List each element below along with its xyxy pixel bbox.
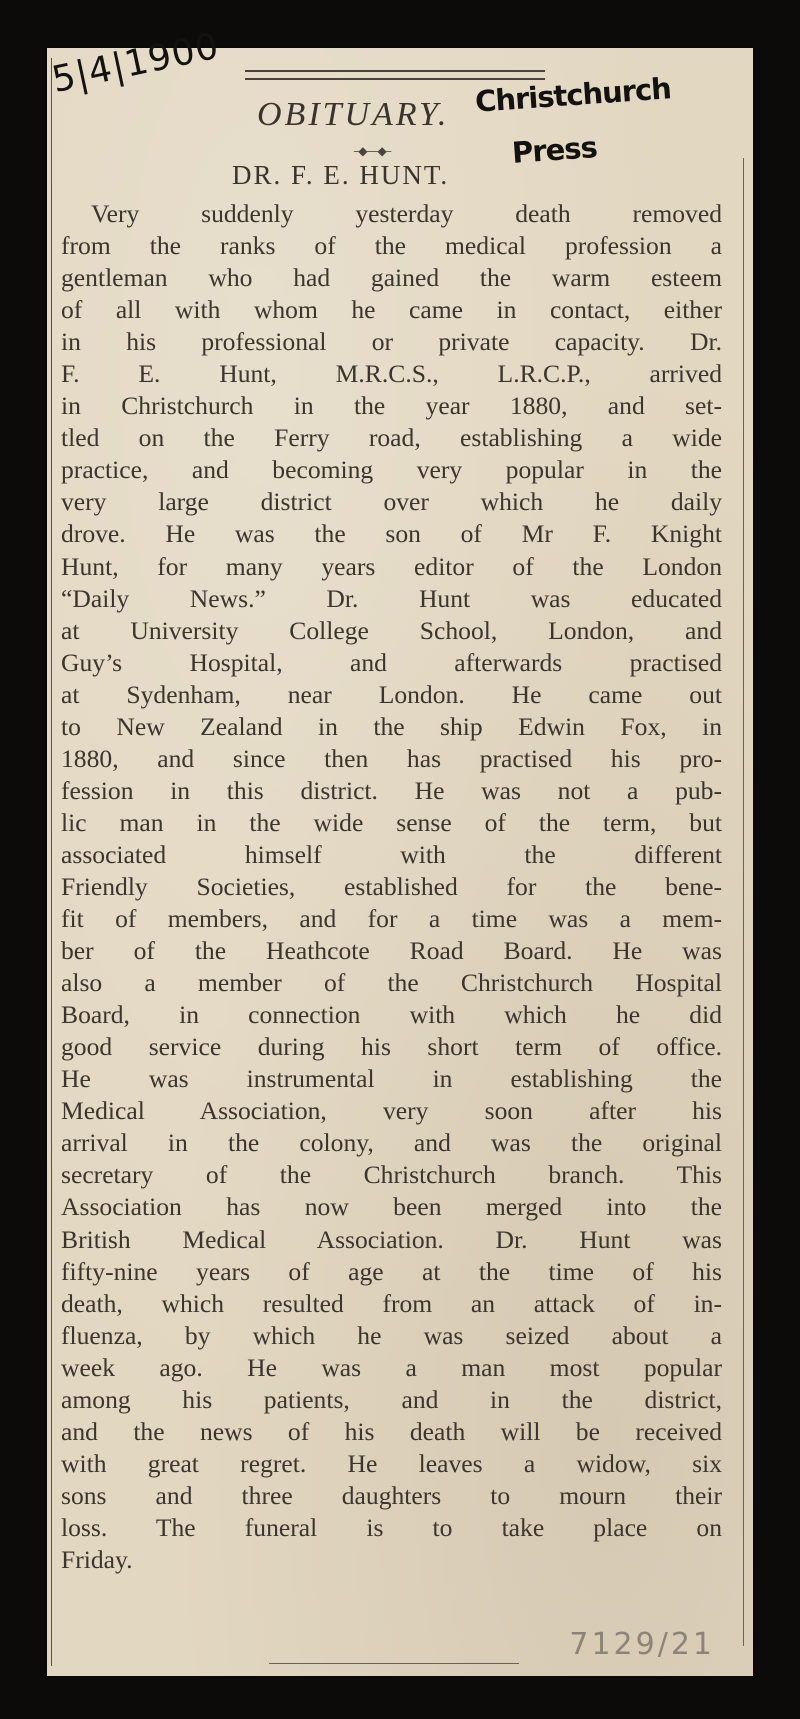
body-line: fifty-nine years of age at the time of his	[61, 1256, 722, 1286]
body-line: in Christchurch in the year 1880, and set-	[61, 391, 722, 421]
ornament-divider-icon: –◆—◆–	[353, 144, 391, 158]
body-line: lic man in the wide sense of the term, but	[61, 807, 722, 837]
body-line: at University College School, London, and	[61, 615, 722, 645]
body-line: fession in this district. He was not a pub-	[61, 775, 722, 805]
body-line: fit of members, and for a time was a mem-	[61, 904, 722, 934]
right-column-rule	[743, 158, 744, 1646]
body-line: F. E. Hunt, M.R.C.S., L.R.C.P., arrived	[61, 359, 722, 389]
newspaper-clipping	[47, 25, 753, 1676]
body-line: at Sydenham, near London. He came out	[61, 679, 722, 709]
body-line: Medical Association, very soon after his	[61, 1096, 722, 1126]
handwritten-newspaper-name: Christchurch	[474, 71, 672, 119]
handwritten-date: 5|4|1900	[48, 25, 223, 101]
obituary-subject-name: DR. F. E. HUNT.	[232, 160, 450, 190]
body-line: good service during his short term of office.	[61, 1032, 722, 1062]
body-line: British Medical Association. Dr. Hunt was	[61, 1224, 722, 1254]
body-line: Very suddenly yesterday death removed	[91, 199, 722, 228]
body-line: sons and three daughters to mourn their	[61, 1480, 722, 1510]
body-line: ber of the Heathcote Road Board. He was	[61, 936, 722, 966]
obituary-headline: OBITUARY.	[257, 96, 450, 133]
body-line: drove. He was the son of Mr F. Knight	[61, 519, 722, 549]
body-line: associated himself with the different	[61, 839, 722, 869]
header-double-rule	[245, 70, 545, 80]
handwritten-newspaper-name-line2: Press	[510, 130, 598, 170]
body-line: Board, in connection with which he did	[61, 1000, 722, 1030]
body-line: week ago. He was a man most popular	[61, 1352, 722, 1382]
handwritten-reference-number: 7129/21	[569, 1627, 715, 1662]
body-line: with great regret. He leaves a widow, six	[61, 1448, 722, 1478]
body-line: loss. The funeral is to take place on	[61, 1512, 722, 1542]
body-line: Friday.	[61, 1544, 133, 1574]
body-line: among his patients, and in the district,	[61, 1384, 722, 1414]
body-line: arrival in the colony, and was the original	[61, 1128, 722, 1158]
body-line: practice, and becoming very popular in the	[61, 455, 722, 485]
body-line: He was instrumental in establishing the	[61, 1064, 722, 1094]
body-line: Guy’s Hospital, and afterwards practised	[61, 647, 722, 677]
body-line: 1880, and since then has practised his pro-	[61, 743, 722, 773]
body-line: secretary of the Christchurch branch. This	[61, 1160, 722, 1190]
left-column-rule	[51, 58, 52, 1666]
body-line: death, which resulted from an attack of in-	[61, 1288, 722, 1318]
footer-rule	[269, 1663, 519, 1664]
body-line: in his professional or private capacity. Dr.	[61, 327, 722, 357]
body-line: from the ranks of the medical profession a	[61, 231, 722, 261]
body-line: also a member of the Christchurch Hospital	[61, 968, 722, 998]
body-line: “Daily News.” Dr. Hunt was educated	[61, 583, 722, 613]
body-line: Association has now been merged into the	[61, 1192, 722, 1222]
body-line: very large district over which he daily	[61, 487, 722, 517]
obituary-body	[61, 198, 722, 1576]
body-line: Friendly Societies, established for the bene-	[61, 871, 722, 901]
body-line: Hunt, for many years editor of the London	[61, 551, 722, 581]
body-line: to New Zealand in the ship Edwin Fox, in	[61, 711, 722, 741]
body-line: of all with whom he came in contact, either	[61, 295, 722, 325]
body-line: fluenza, by which he was seized about a	[61, 1320, 722, 1350]
body-line: gentleman who had gained the warm esteem	[61, 263, 722, 293]
body-line: tled on the Ferry road, establishing a wide	[61, 423, 722, 453]
body-line: and the news of his death will be received	[61, 1416, 722, 1446]
